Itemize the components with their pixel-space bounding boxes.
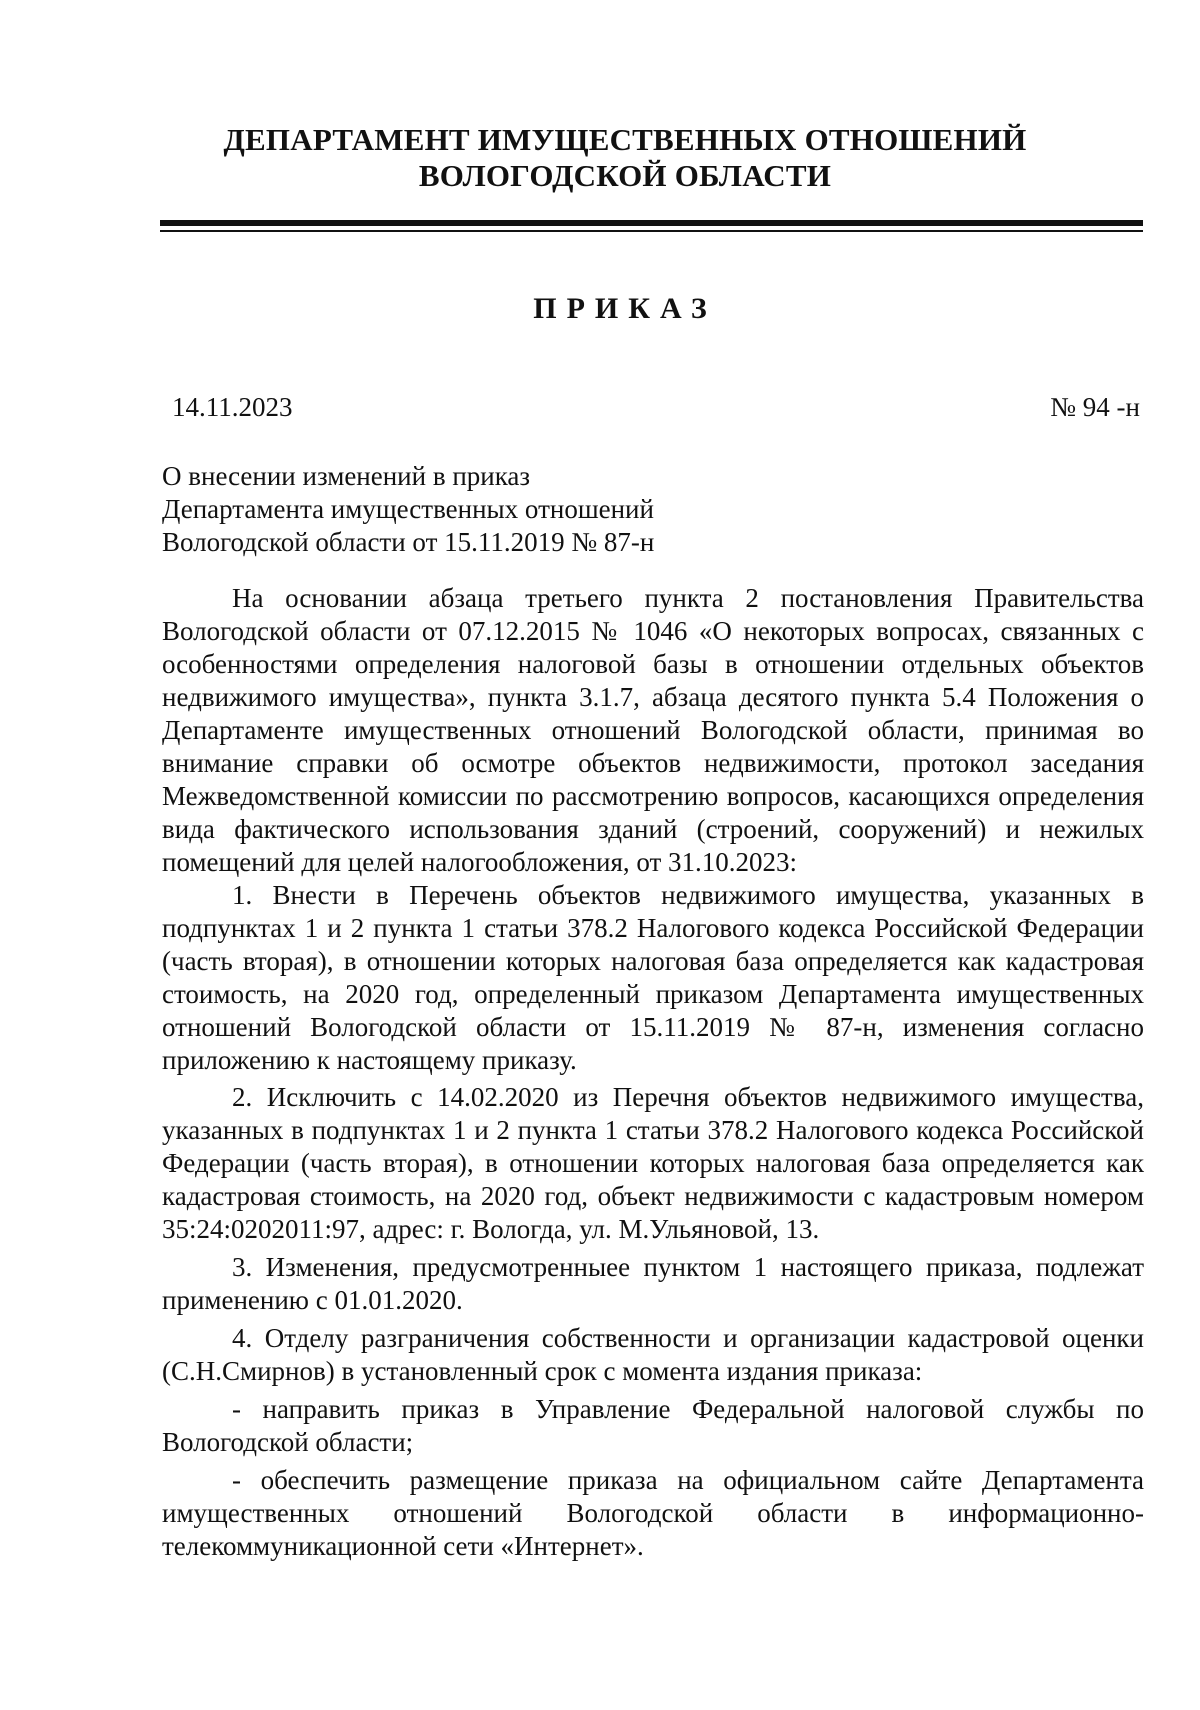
issuer-header	[0, 122, 1200, 194]
header-rule-thick	[160, 220, 1143, 226]
document-date: 14.11.2023	[172, 392, 293, 422]
subject-line: О внесении изменений в приказ	[162, 461, 531, 491]
header-rule-thin	[160, 230, 1143, 232]
issuer-line-1: ДЕПАРТАМЕНТ ИМУЩЕСТВЕННЫХ ОТНОШЕНИЙ	[223, 122, 1027, 157]
item-4-subitem-2: - обеспечить размещение приказа на официальном сайте Департамента имущественных отношений Вологодской области в информационно-телекоммуникационной сети «Интернет».	[162, 1465, 1144, 1561]
item-4-subitem-1: - направить приказ в Управление Федеральной налоговой службы по Вологодской области;	[162, 1394, 1144, 1457]
document-body	[162, 582, 1144, 1563]
item-2-paragraph: 2. Исключить с 14.02.2020 из Перечня объектов недвижимого имущества, указанных в подпунктах 1 и 2 пункта 1 статьи 378.2 Налогового кодекса Российской Федерации (часть вторая), в отношении которых налоговая база определяется как кадастровая стоимость, на 2020 год, объект недвижимости с кадастровым номером 35:24:0202011:97, адрес: г. Вологда, ул. М.Ульяновой, 13.	[162, 1082, 1144, 1244]
item-3-paragraph: 3. Изменения, предусмотренныее пунктом 1 настоящего приказа, подлежат применению с 01.01.2020.	[162, 1252, 1144, 1315]
preamble-paragraph: На основании абзаца третьего пункта 2 постановления Правительства Вологодской области от 07.12.2015 № 1046 «О некоторых вопросах, связанных с особенностями определения налоговой базы в отношении отдельных объектов недвижимого имущества», пункта 3.1.7, абзаца десятого пункта 5.4 Положения о Департаменте имущественных отношений Вологодской области, принимая во внимание справки об осмотре объектов недвижимости, протокол заседания Межведомственной комиссии по рассмотрению вопросов, касающихся определения вида фактического использования зданий (строений, сооружений) и нежилых помещений для целей налогообложения, от 31.10.2023:	[162, 583, 1144, 877]
document-subject	[162, 460, 654, 559]
issuer-line-2: ВОЛОГОДСКОЙ ОБЛАСТИ	[418, 158, 832, 193]
subject-line: Вологодской области от 15.11.2019 № 87-н	[162, 527, 655, 557]
item-4-paragraph: 4. Отделу разграничения собственности и организации кадастровой оценки (С.Н.Смирнов) в установленный срок с момента издания приказа:	[162, 1323, 1144, 1386]
document-number: № 94 -н	[1050, 392, 1140, 422]
item-1-paragraph: 1. Внести в Перечень объектов недвижимого имущества, указанных в подпунктах 1 и 2 пункта 1 статьи 378.2 Налогового кодекса Российской Федерации (часть вторая), в отношении которых налоговая база определяется как кадастровая стоимость, на 2020 год, определенный приказом Департамента имущественных отношений Вологодской области от 15.11.2019 № 87-н, изменения согласно приложению к настоящему приказу.	[162, 880, 1144, 1075]
document-type: ПРИКАЗ	[533, 292, 717, 325]
subject-line: Департамента имущественных отношений	[162, 494, 654, 524]
